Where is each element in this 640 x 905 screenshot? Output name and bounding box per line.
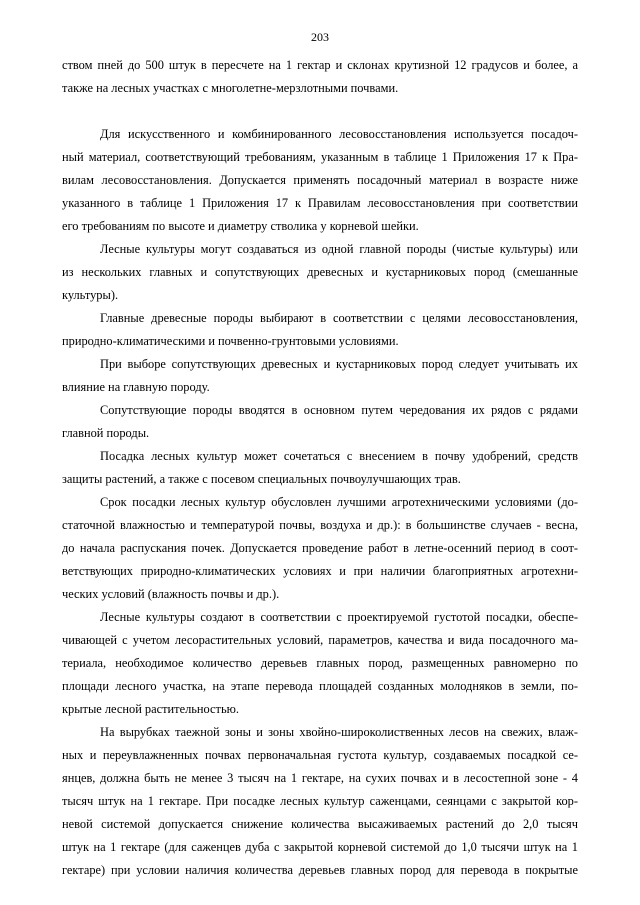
text-line: защиты растений, а также с посевом специальных почвоулучшающих трав. xyxy=(62,472,461,486)
text-line xyxy=(62,100,578,123)
text-line: до начала распускания почек. Допускается проведение работ в летне-осенний период в соот- xyxy=(62,541,578,555)
text-line: площади лесного участка, на этапе перевода площадей созданных молодняков в земли, по- xyxy=(62,679,578,693)
text-line: ветствующих природно-климатических условиях и при наличии благоприятных агротехни- xyxy=(62,564,578,578)
text-line: Лесные культуры создают в соответствии с проектируемой густотой посадки, обеспе- xyxy=(100,610,578,624)
text-line: штук на 1 гектаре (для саженцев дуба с закрытой корневой системой до 1,0 тысячи штук на 1 xyxy=(62,840,578,854)
text-line: ный материал, соответствующий требованиям, указанным в таблице 1 Приложения 17 к Пра- xyxy=(62,150,578,164)
page-number: 203 xyxy=(311,30,329,44)
text-line: ческих условий (влажность почвы и др.). xyxy=(62,587,280,601)
body-text xyxy=(62,54,578,882)
text-line: Сопутствующие породы вводятся в основном путем чередования их рядов с рядами xyxy=(100,403,578,417)
text-line: указанного в таблице 1 Приложения 17 к Правилам лесовосстановления при соответствии xyxy=(62,196,578,210)
text-line: Для искусственного и комбинированного лесовосстановления используется посадоч- xyxy=(100,127,578,141)
text-line: Срок посадки лесных культур обусловлен лучшими агротехническими условиями (до- xyxy=(100,495,578,509)
text-line: его требованиям по высоте и диаметру стволика у корневой шейки. xyxy=(62,219,419,233)
text-line: невой системой допускается снижение количества высаживаемых растений до 2,0 тысяч xyxy=(62,817,578,831)
text-line: чивающей с учетом лесорастительных условий, параметров, качества и вида посадочного ма- xyxy=(62,633,578,647)
text-line: Главные древесные породы выбирают в соответствии с целями лесовосстановления, xyxy=(100,311,578,325)
text-line: культуры). xyxy=(62,288,119,302)
text-line: статочной влажностью и температурой почвы, воздуха и др.): в большинстве случаев - весна, xyxy=(62,518,578,532)
text-line: На вырубках таежной зоны и зоны хвойно-широколиственных лесов на свежих, влаж- xyxy=(100,725,578,739)
text-line: При выборе сопутствующих древесных и кустарниковых пород следует учитывать их xyxy=(100,357,578,371)
text-line: влияние на главную породу. xyxy=(62,380,210,394)
text-line: териала, необходимое количество деревьев главных пород, размещенных равномерно по xyxy=(62,656,578,670)
text-line: из нескольких главных и сопутствующих древесных и кустарниковых пород (смешанные xyxy=(62,265,578,279)
text-line: крытые лесной растительностью. xyxy=(62,702,239,716)
text-line: вилам лесовосстановления. Допускается применять посадочный материал в возрасте ниже xyxy=(62,173,578,187)
text-line: янцев, должна быть не менее 3 тысяч на 1 гектаре, на сухих почвах и в лесостепной зоне - 4 xyxy=(62,771,578,785)
text-line: ством пней до 500 штук в пересчете на 1 гектар и склонах крутизной 12 градусов и более, а xyxy=(62,58,578,72)
text-line: природно-климатическими и почвенно-грунтовыми условиями. xyxy=(62,334,399,348)
text-line: также на лесных участках с многолетне-мерзлотными почвами. xyxy=(62,81,399,95)
text-line: ных и переувлажненных почвах первоначальная густота культур, создаваемых посадкой се- xyxy=(62,748,578,762)
text-line: тысяч штук на 1 гектаре. При посадке лесных культур саженцами, сеянцами с закрытой кор- xyxy=(62,794,578,808)
text-line: Лесные культуры могут создаваться из одной главной породы (чистые культуры) или xyxy=(100,242,578,256)
text-line: главной породы. xyxy=(62,426,150,440)
text-line: гектаре) при условии наличия количества деревьев главных пород для перевода в покрытые xyxy=(62,863,578,877)
text-line: Посадка лесных культур может сочетаться с внесением в почву удобрений, средств xyxy=(100,449,578,463)
